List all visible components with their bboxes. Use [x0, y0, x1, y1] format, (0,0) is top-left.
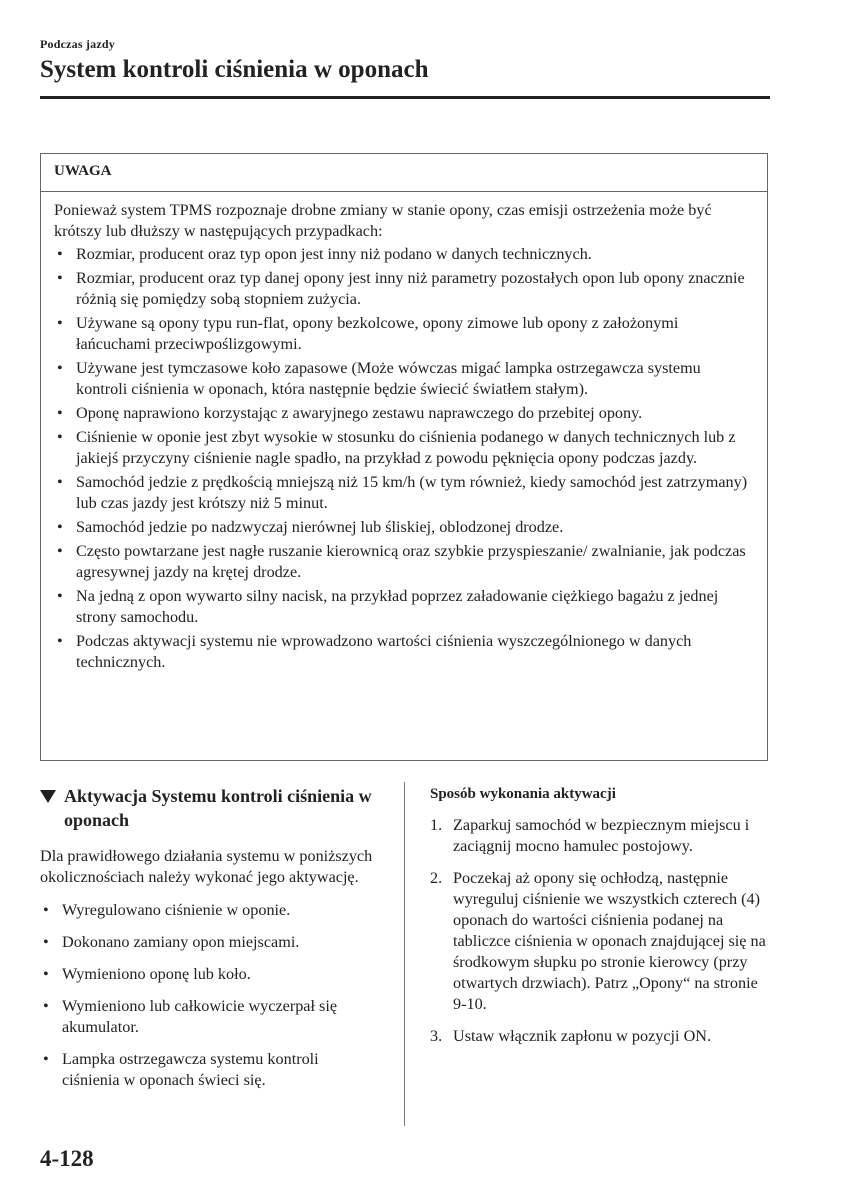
procedure-steps: [430, 815, 775, 1047]
note-intro: Ponieważ system TPMS rozpoznaje drobne zmiany w stanie opony, czas emisji ostrzeżenia może być krótszy lub dłuższy w następujących przypadkach:: [54, 201, 712, 240]
step-text: Ustaw włącznik zapłonu w pozycji ON.: [453, 1027, 712, 1045]
page-number: 4-128: [40, 1146, 94, 1171]
note-item: • Rozmiar, producent oraz typ danej opony jest inny niż parametry pozostałych opon lub opony znacznie różnią się pomiędzy sobą stopniem zużycia.: [54, 268, 753, 310]
note-item: • Często powtarzane jest nagłe ruszanie kierownicą oraz szybkie przyspieszanie/ zwalnianie, jak podczas agresywnej jazdy na krętej drodze.: [54, 541, 753, 583]
note-item: • Używane jest tymczasowe koło zapasowe (Może wówczas migać lampka ostrzegawcza systemu kontroli ciśnienia w oponach, która następnie będzie świecić światłem stałym).: [54, 358, 753, 400]
note-body: [41, 192, 767, 673]
step-number: 2.: [430, 869, 443, 887]
procedure-step: [430, 1026, 775, 1047]
activation-item: • Wymieniono lub całkowicie wyczerpał się akumulator.: [40, 996, 380, 1038]
note-item: • Samochód jedzie z prędkością mniejszą niż 15 km/h (w tym również, kiedy samochód jest zatrzymany) lub czas jazdy jest krótszy niż 5 minut.: [54, 472, 753, 514]
step-text: Poczekaj aż opony się ochłodzą, następnie wyreguluj ciśnienie we wszystkich czterech (4) oponach do wartości ciśnienia podanej na tabliczce ciśnienia w oponach znajdującej się na środkowym słupku po stronie kierowcy (przy otwartych drzwiach). Patrz „Opony“ na stronie 9-10.: [453, 869, 766, 1013]
step-number: 1.: [430, 816, 443, 834]
page-title: System kontroli ciśnienia w oponach: [40, 56, 429, 83]
activation-heading-text: Aktywacja Systemu kontroli ciśnienia w oponach: [64, 786, 372, 830]
step-text: Zaparkuj samochód w bezpiecznym miejscu i zaciągnij mocno hamulec postojowy.: [453, 816, 750, 855]
note-list: [54, 244, 753, 673]
procedure-column: [430, 784, 775, 1058]
triangle-down-icon: [40, 790, 56, 803]
note-item: • Ciśnienie w oponie jest zbyt wysokie w stosunku do ciśnienia podanego w danych technicznych lub z jakiejś przyczyny ciśnienie nagle spadło, na przykład z powodu pęknięcia opony podczas jazdy.: [54, 427, 753, 469]
note-heading: UWAGA: [41, 154, 767, 192]
note-box: [40, 153, 768, 761]
activation-heading: [40, 784, 380, 832]
section-label: Podczas jazdy: [40, 37, 115, 51]
title-rule: [40, 96, 770, 99]
note-item: • Używane są opony typu run-flat, opony bezkolcowe, opony zimowe lub opony z założonymi łańcuchami przeciwpoślizgowymi.: [54, 313, 753, 355]
activation-item: • Dokonano zamiany opon miejscami.: [40, 932, 380, 953]
activation-item: • Wyregulowano ciśnienie w oponie.: [40, 900, 380, 921]
step-number: 3.: [430, 1027, 443, 1045]
note-item: • Na jedną z opon wywarto silny nacisk, na przykład poprzez załadowanie ciężkiego bagażu z jednej strony samochodu.: [54, 586, 753, 628]
note-item: • Samochód jedzie po nadzwyczaj nierównej lub śliskiej, oblodzonej drodze.: [54, 517, 753, 538]
activation-column: [40, 784, 380, 1102]
note-item: • Oponę naprawiono korzystając z awaryjnego zestawu naprawczego do przebitej opony.: [54, 403, 753, 424]
activation-list: [40, 900, 380, 1091]
activation-item: • Lampka ostrzegawcza systemu kontroli ciśnienia w oponach świeci się.: [40, 1049, 380, 1091]
activation-item: • Wymieniono oponę lub koło.: [40, 964, 380, 985]
note-item: • Rozmiar, producent oraz typ opon jest inny niż podano w danych technicznych.: [54, 244, 753, 265]
procedure-heading: Sposób wykonania aktywacji: [430, 786, 616, 802]
note-item: • Podczas aktywacji systemu nie wprowadzono wartości ciśnienia wyszczególnionego w danych technicznych.: [54, 631, 753, 673]
column-divider: [404, 782, 405, 1126]
procedure-step: [430, 815, 775, 857]
activation-intro: Dla prawidłowego działania systemu w poniższych okolicznościach należy wykonać jego aktywację.: [40, 847, 373, 886]
procedure-step: [430, 868, 775, 1015]
